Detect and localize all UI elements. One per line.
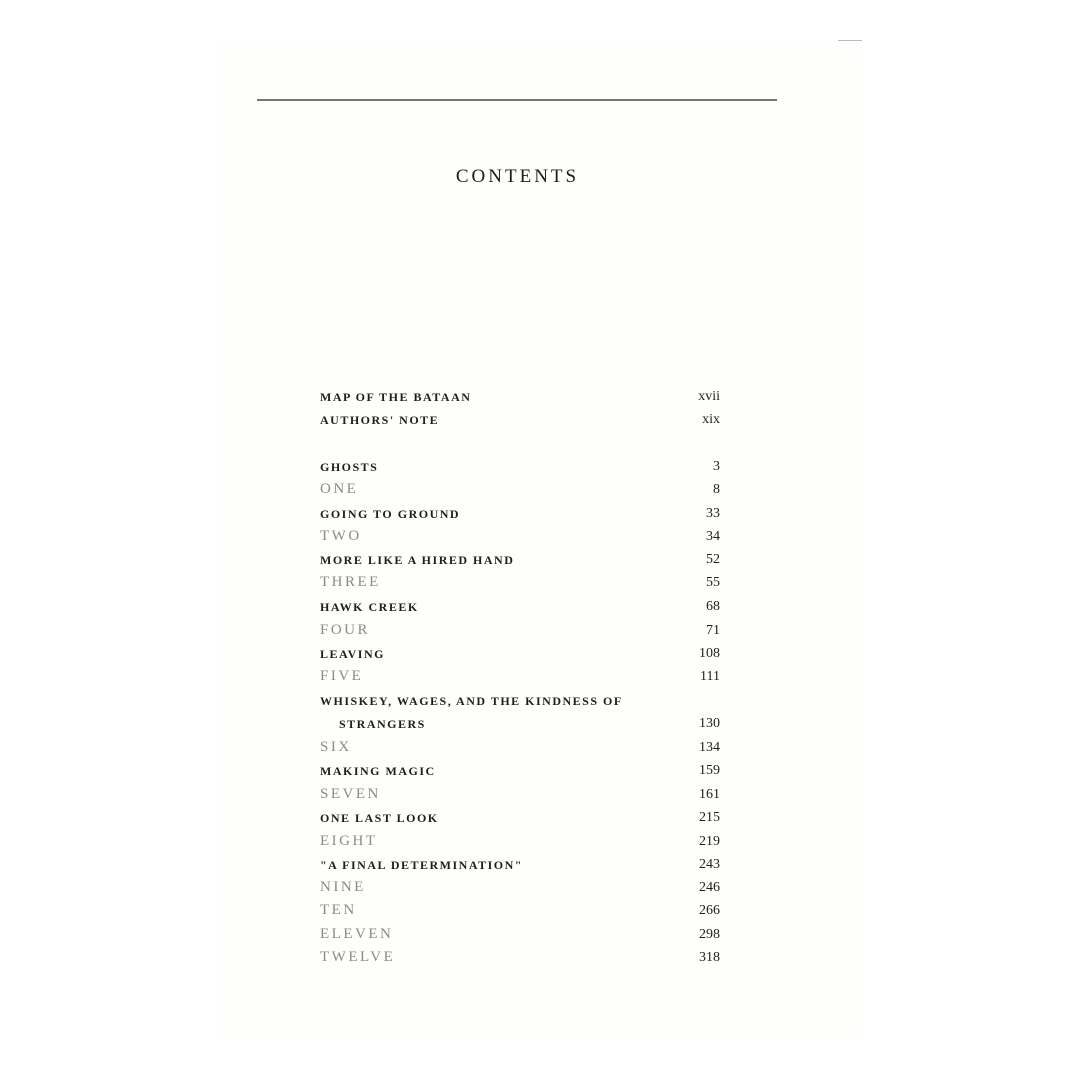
toc-label: THREE xyxy=(320,574,381,590)
toc-page: 111 xyxy=(700,669,720,684)
toc-label: HAWK CREEK xyxy=(320,600,419,614)
toc-page: 159 xyxy=(699,763,720,778)
toc-row-section xyxy=(320,851,720,873)
toc-label: MAP OF THE BATAAN xyxy=(320,390,472,404)
toc-label: "A FINAL DETERMINATION" xyxy=(320,858,523,872)
toc-page: 33 xyxy=(706,506,720,521)
toc-row-chapter xyxy=(320,874,720,896)
toc-label: WHISKEY, WAGES, AND THE KINDNESS OF xyxy=(320,694,623,708)
toc-label: ONE xyxy=(320,481,359,497)
toc-row-section xyxy=(320,804,720,826)
toc-row-chapter xyxy=(320,476,720,498)
toc-row-chapter xyxy=(320,897,720,919)
contents-title: CONTENTS xyxy=(455,166,580,187)
toc-page: xvii xyxy=(698,389,720,404)
toc-page: 68 xyxy=(706,599,720,614)
toc-page: 215 xyxy=(699,810,720,825)
toc-page: 130 xyxy=(699,716,720,731)
toc-page: 298 xyxy=(699,927,720,942)
toc-label: NINE xyxy=(320,879,366,895)
toc-row-chapter xyxy=(320,523,720,545)
toc-page: 3 xyxy=(713,459,720,474)
toc-page: 34 xyxy=(706,529,720,544)
toc-page: 318 xyxy=(699,950,720,965)
toc-row-chapter xyxy=(320,734,720,756)
toc-page: 8 xyxy=(713,482,720,497)
toc-label: MAKING MAGIC xyxy=(320,764,436,778)
toc-label: LEAVING xyxy=(320,647,385,661)
toc-label: SIX xyxy=(320,739,352,755)
toc-label: FOUR xyxy=(320,622,371,638)
toc-page: 219 xyxy=(699,834,720,849)
toc-label: EIGHT xyxy=(320,833,378,849)
toc-row-chapter xyxy=(320,617,720,639)
toc-page: 52 xyxy=(706,552,720,567)
toc-row-chapter xyxy=(320,828,720,850)
toc-row-chapter xyxy=(320,781,720,803)
toc-row-front-matter xyxy=(320,383,720,405)
toc-row-section xyxy=(320,687,720,709)
toc-row-chapter xyxy=(320,944,720,966)
toc-label: ONE LAST LOOK xyxy=(320,811,439,825)
toc-row-section xyxy=(320,453,720,475)
toc-row-chapter xyxy=(320,663,720,685)
toc-row-section xyxy=(320,546,720,568)
toc-label: FIVE xyxy=(320,668,364,684)
toc-row-section xyxy=(320,640,720,662)
toc-row-chapter xyxy=(320,921,720,943)
toc-row-section xyxy=(320,593,720,615)
toc-label: TEN xyxy=(320,902,357,918)
toc-label: TWELVE xyxy=(320,949,396,965)
toc-page: 55 xyxy=(706,575,720,590)
toc-page: 161 xyxy=(699,787,720,802)
toc-label: GHOSTS xyxy=(320,460,379,474)
toc-page: 134 xyxy=(699,740,720,755)
toc-label: SEVEN xyxy=(320,786,381,802)
page-edge-mark xyxy=(838,40,862,41)
toc-label: MORE LIKE A HIRED HAND xyxy=(320,553,515,567)
toc-label: GOING TO GROUND xyxy=(320,507,461,521)
toc-row-chapter xyxy=(320,569,720,591)
toc-page: 71 xyxy=(706,623,720,638)
toc-label: ELEVEN xyxy=(320,926,394,942)
toc-row-section xyxy=(320,757,720,779)
toc-page: 266 xyxy=(699,903,720,918)
toc-page: xix xyxy=(702,412,720,427)
toc-page: 246 xyxy=(699,880,720,895)
top-rule xyxy=(257,99,777,101)
toc-page: 108 xyxy=(699,646,720,661)
toc-row-front-matter xyxy=(320,406,720,428)
toc-label: STRANGERS xyxy=(339,717,426,731)
toc-label: TWO xyxy=(320,528,362,544)
toc-label: AUTHORS' NOTE xyxy=(320,413,440,427)
toc-page: 243 xyxy=(699,857,720,872)
toc-row-section xyxy=(320,500,720,522)
toc-row-section-continued xyxy=(320,710,720,732)
